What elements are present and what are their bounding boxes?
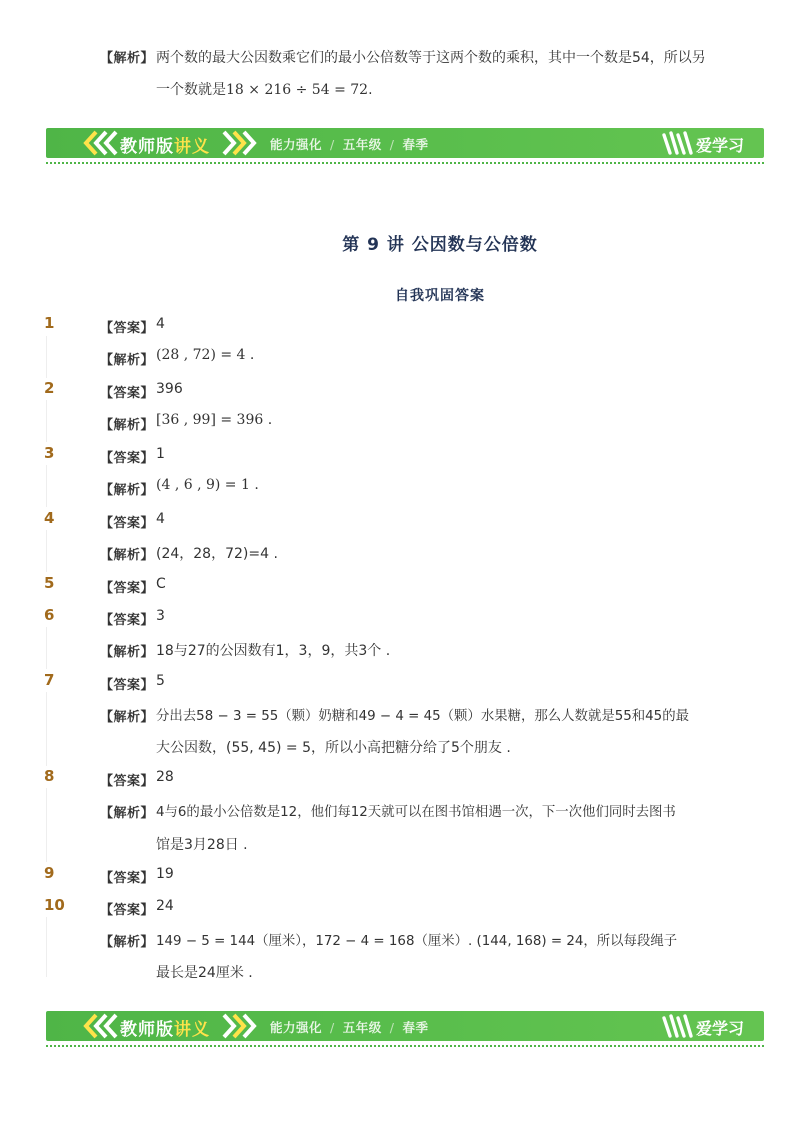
analysis-label: 【解析】: [100, 935, 155, 950]
analysis-text: (24，28，72)=4 .: [156, 546, 278, 562]
banner-dotted-line: [46, 162, 764, 164]
breadcrumb-item-ability: 能力强化: [270, 137, 323, 152]
answer-label: 【答案】: [100, 871, 155, 886]
chevron-left-icon: [82, 1013, 122, 1039]
question-number: 5: [44, 574, 55, 592]
analysis-label: 【解析】: [100, 418, 155, 433]
footer-banner: [46, 1011, 764, 1041]
answer-label: 【答案】: [100, 613, 155, 628]
chevron-left-icon: [82, 130, 122, 156]
chevron-right-icon: [218, 1013, 258, 1039]
divider: [46, 627, 47, 669]
answer-value: 24: [156, 898, 174, 914]
answer-label: 【答案】: [100, 903, 155, 918]
analysis-text-line1: 4与6的最小公倍数是12，他们每12天就可以在图书馆相遇一次，下一次他们同时去图书: [156, 805, 676, 820]
question-number: 3: [44, 444, 55, 462]
answer-label: 【答案】: [100, 451, 155, 466]
question-number: 8: [44, 767, 55, 785]
brand-yellow: 讲义: [174, 137, 210, 157]
analysis-label: 【解析】: [100, 548, 155, 563]
analysis-label: 【解析】: [100, 806, 155, 821]
answer-value: C: [156, 576, 166, 592]
logo-text: 爱学习: [696, 136, 745, 155]
analysis-label: 【解析】: [100, 353, 155, 368]
analysis-text: [36 , 99] = 396 .: [156, 412, 273, 428]
analysis-text-line1: 149 − 5 = 144（厘米），172 − 4 = 168（厘米）. (144, 168) = 24，所以每段绳子: [156, 934, 678, 949]
breadcrumb-separator: /: [330, 137, 335, 152]
answer-value: 4: [156, 511, 165, 527]
breadcrumb-item-season: 春季: [402, 137, 429, 152]
analysis-text-line1: 分出去58 − 3 = 55（颗）奶糖和49 − 4 = 45（颗）水果糖，那么人数就是55和45的最: [156, 709, 689, 724]
answer-value: 396: [156, 381, 183, 397]
aixuexi-logo-icon: [662, 131, 694, 155]
analysis-text-line2: 大公因数，(55, 45) = 5，所以小高把糖分给了5个朋友 .: [156, 740, 511, 756]
section-subtitle: 自我巩固答案: [395, 288, 485, 304]
question-number: 7: [44, 671, 55, 689]
breadcrumb: [270, 1018, 428, 1036]
breadcrumb-separator: /: [389, 1020, 395, 1035]
answer-value: 28: [156, 769, 174, 785]
divider: [46, 788, 47, 862]
chevron-right-icon: [218, 130, 258, 156]
analysis-text-line2: [156, 79, 373, 99]
divider: [46, 465, 47, 507]
brand-white: 教师版: [120, 1020, 174, 1040]
math-expression: 18 × 216 ÷ 54 = 72: [226, 82, 369, 98]
divider: [46, 400, 47, 442]
breadcrumb-item-season: 春季: [402, 1020, 429, 1035]
breadcrumb: [270, 135, 428, 153]
analysis-label: 【解析】: [100, 51, 155, 66]
answer-label: 【答案】: [100, 678, 155, 693]
answer-value: 19: [156, 866, 174, 882]
answer-label: 【答案】: [100, 516, 155, 531]
analysis-text-line1: 两个数的最大公因数乘它们的最小公倍数等于这两个数的乘积，其中一个数是54，所以另: [156, 50, 706, 66]
answer-value: 1: [156, 446, 165, 462]
breadcrumb-separator: /: [330, 1020, 335, 1035]
analysis-label: 【解析】: [100, 645, 155, 660]
answer-value: 5: [156, 673, 165, 689]
analysis-text: 一个数就是: [156, 82, 226, 98]
analysis-text: (28 , 72) = 4 .: [156, 347, 255, 363]
answer-value: 3: [156, 608, 165, 624]
breadcrumb-item-grade: 五年级: [342, 137, 382, 152]
brand-title: [120, 132, 210, 157]
analysis-text-line2: 最长是24厘米 .: [156, 965, 253, 981]
brand-yellow: 讲义: [174, 1020, 210, 1040]
analysis-text-line2: 馆是3月28日 .: [156, 837, 248, 853]
breadcrumb-item-grade: 五年级: [342, 1020, 382, 1035]
aixuexi-logo-icon: [662, 1014, 694, 1038]
analysis-text: 18与27的公因数有1，3，9，共3个 .: [156, 643, 391, 659]
header-banner: [46, 128, 764, 158]
breadcrumb-item-ability: 能力强化: [270, 1020, 323, 1035]
answer-value: 4: [156, 316, 165, 332]
divider: [46, 530, 47, 572]
banner-dotted-line: [46, 1045, 764, 1047]
brand-title: [120, 1015, 210, 1040]
divider: [46, 336, 47, 378]
analysis-label: 【解析】: [100, 710, 155, 725]
breadcrumb-separator: /: [389, 137, 395, 152]
question-number: 9: [44, 864, 55, 882]
question-number: 4: [44, 509, 55, 527]
brand-white: 教师版: [120, 137, 174, 157]
analysis-text: (4 , 6 , 9) = 1 .: [156, 477, 259, 493]
analysis-label: 【解析】: [100, 483, 155, 498]
answer-label: 【答案】: [100, 581, 155, 596]
answer-label: 【答案】: [100, 321, 155, 336]
question-number: 1: [44, 314, 55, 332]
answer-label: 【答案】: [100, 386, 155, 401]
page-title: 第 9 讲 公因数与公倍数: [342, 235, 538, 255]
question-number: 2: [44, 379, 55, 397]
answer-label: 【答案】: [100, 774, 155, 789]
divider: [46, 692, 47, 766]
question-number: 10: [44, 896, 65, 914]
period: .: [368, 82, 373, 98]
logo-text: 爱学习: [696, 1019, 745, 1038]
divider: [46, 917, 47, 977]
question-number: 6: [44, 606, 55, 624]
